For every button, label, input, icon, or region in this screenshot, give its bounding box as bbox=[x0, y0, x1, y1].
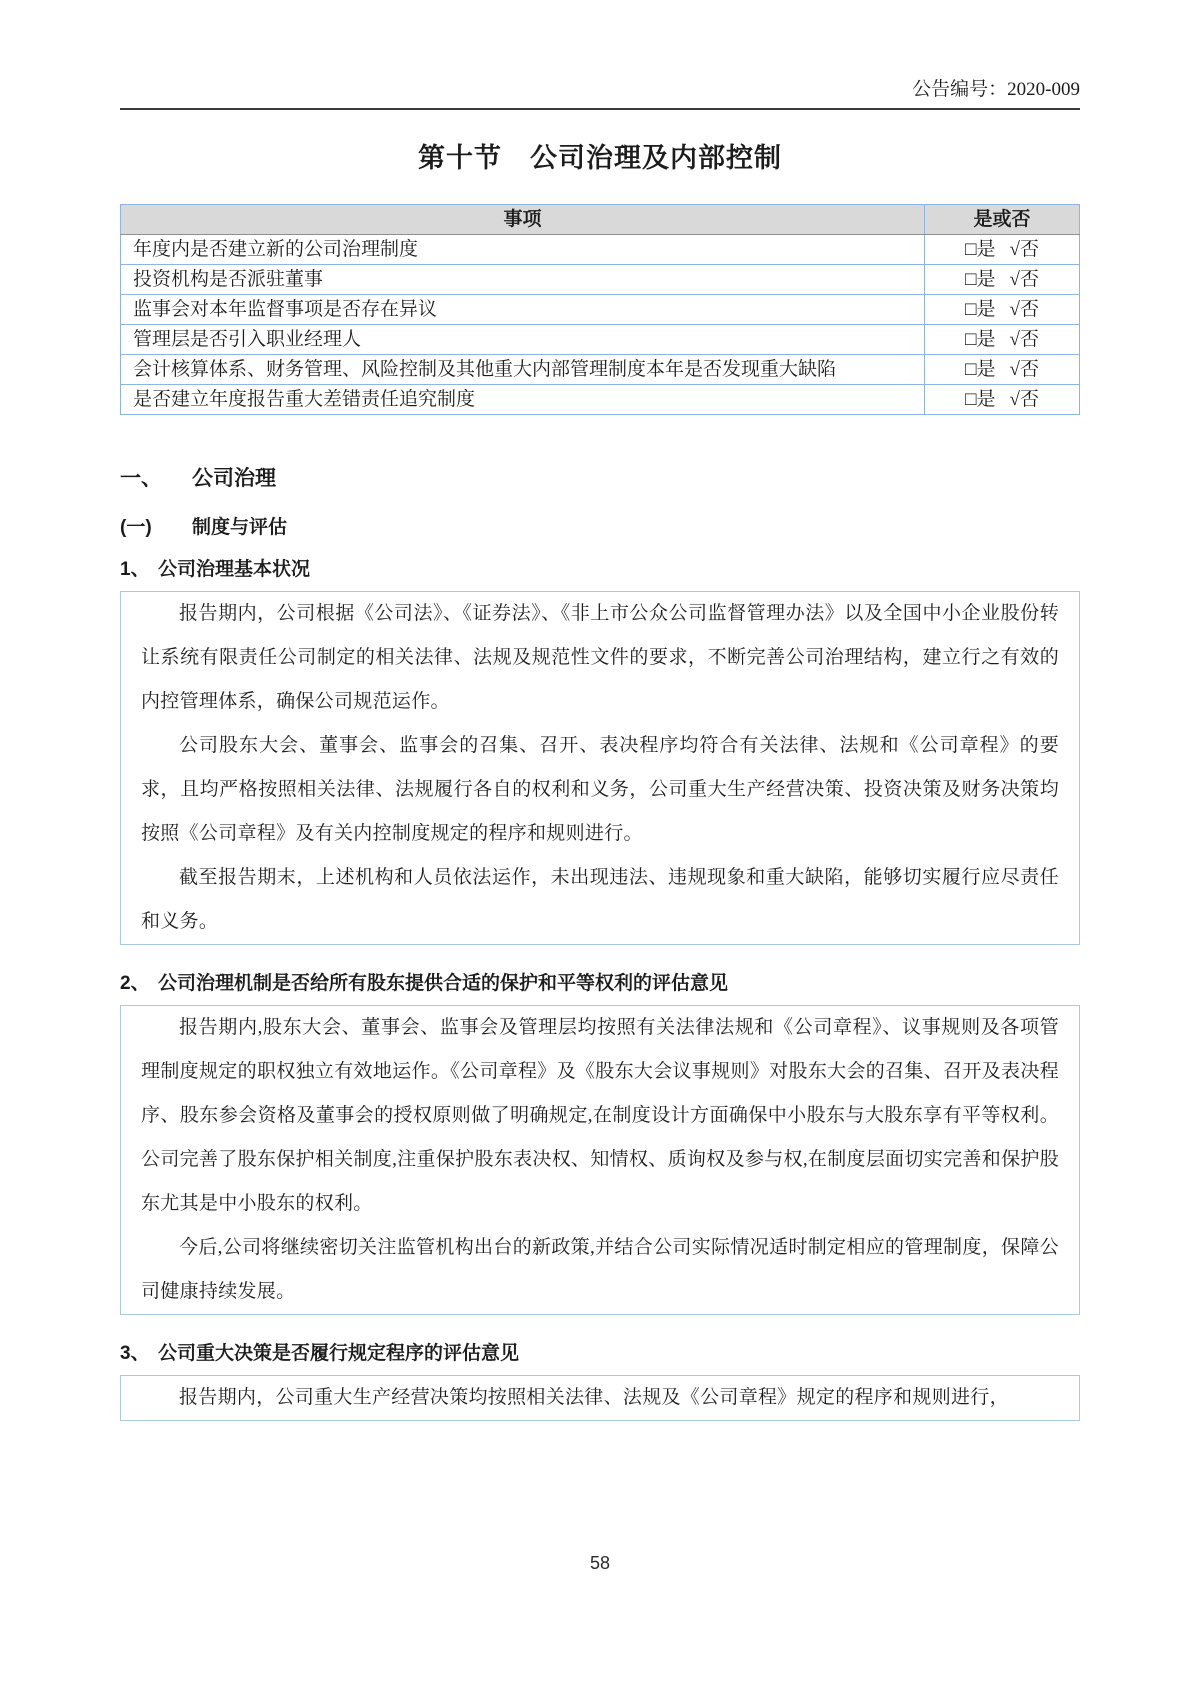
table-row bbox=[121, 265, 1080, 295]
paragraph: 报告期内，公司重大生产经营决策均按照相关法律、法规及《公司章程》规定的程序和规则进行， bbox=[179, 1387, 1009, 1408]
section-heading-governance bbox=[120, 465, 1080, 493]
paragraph: 报告期内，公司根据《公司法》、《证券法》、《非上市公众公司监督管理办法》以及全国中小企业股份转让系统有限责任公司制定的相关法律、法规及规范性文件的要求，不断完善公司治理结构，建立行之有效的内控管理体系，确保公司规范运作。 bbox=[141, 603, 1059, 712]
paragraph: 今后,公司将继续密切关注监管机构出台的新政策,并结合公司实际情况适时制定相应的管理制度，保障公司健康持续发展。 bbox=[141, 1237, 1059, 1302]
checkbox-yes: □是 bbox=[965, 299, 996, 320]
section-number: 一、 bbox=[120, 467, 162, 490]
item-cell: 年度内是否建立新的公司治理制度 bbox=[121, 235, 925, 265]
checkbox-yes: □是 bbox=[965, 239, 996, 260]
answer-cell bbox=[925, 265, 1080, 295]
checkmark-no: √否 bbox=[1009, 269, 1039, 290]
subsection-heading-system-eval bbox=[120, 515, 1080, 541]
item-number: 1、 bbox=[120, 559, 150, 580]
answer-cell bbox=[925, 355, 1080, 385]
item-cell: 是否建立年度报告重大差错责任追究制度 bbox=[121, 385, 925, 415]
checkbox-yes: □是 bbox=[965, 269, 996, 290]
page-title-text: 公司治理及内部控制 bbox=[530, 143, 782, 173]
answer-cell bbox=[925, 295, 1080, 325]
checkbox-yes: □是 bbox=[965, 359, 996, 380]
governance-checklist-table bbox=[120, 204, 1080, 415]
section-title: 公司治理 bbox=[192, 467, 276, 490]
text-box-item-2 bbox=[120, 1005, 1080, 1315]
table-row bbox=[121, 355, 1080, 385]
page-number: 58 bbox=[589, 1553, 611, 1573]
item-number: 3、 bbox=[120, 1343, 150, 1364]
table-row bbox=[121, 235, 1080, 265]
answer-cell bbox=[925, 235, 1080, 265]
paragraph: 截至报告期末，上述机构和人员依法运作，未出现违法、违规现象和重大缺陷，能够切实履行应尽责任和义务。 bbox=[141, 867, 1059, 932]
column-header-item: 事项 bbox=[121, 205, 925, 235]
checkbox-yes: □是 bbox=[965, 329, 996, 350]
text-box-item-1 bbox=[120, 591, 1080, 945]
table-header-row bbox=[121, 205, 1080, 235]
checkmark-no: √否 bbox=[1009, 299, 1039, 320]
checkmark-no: √否 bbox=[1009, 359, 1039, 380]
subsection-title: 制度与评估 bbox=[192, 517, 288, 538]
item-title: 公司治理基本状况 bbox=[158, 559, 311, 580]
item-title: 公司重大决策是否履行规定程序的评估意见 bbox=[158, 1343, 520, 1364]
table-row bbox=[121, 325, 1080, 355]
item-cell: 管理层是否引入职业经理人 bbox=[121, 325, 925, 355]
column-header-yesno: 是或否 bbox=[925, 205, 1080, 235]
item-cell: 投资机构是否派驻董事 bbox=[121, 265, 925, 295]
subsection-number: (一) bbox=[120, 517, 152, 538]
answer-cell bbox=[925, 385, 1080, 415]
item-heading-2 bbox=[120, 971, 1080, 997]
checkbox-yes: □是 bbox=[965, 389, 996, 410]
page-title bbox=[120, 140, 1080, 176]
checkmark-no: √否 bbox=[1009, 239, 1039, 260]
answer-cell bbox=[925, 325, 1080, 355]
table-row bbox=[121, 385, 1080, 415]
text-box-item-3 bbox=[120, 1375, 1080, 1421]
paragraph: 报告期内,股东大会、董事会、监事会及管理层均按照有关法律法规和《公司章程》、议事规则及各项管理制度规定的职权独立有效地运作。《公司章程》及《股东大会议事规则》对股东大会的召集、召开及表决程序、股东参会资格及董事会的授权原则做了明确规定,在制度设计方面确保中小股东与大股东享有平等权利。公司完善了股东保护相关制度,注重保护股东表决权、知情权、质询权及参与权,在制度层面切实完善和保护股东尤其是中小股东的权利。 bbox=[141, 1017, 1059, 1214]
page-title-section-num: 第十节 bbox=[418, 143, 502, 173]
item-cell: 会计核算体系、财务管理、风险控制及其他重大内部管理制度本年是否发现重大缺陷 bbox=[121, 355, 925, 385]
item-heading-1 bbox=[120, 557, 1080, 583]
item-number: 2、 bbox=[120, 973, 150, 994]
page-header bbox=[120, 78, 1080, 110]
paragraph: 公司股东大会、董事会、监事会的召集、召开、表决程序均符合有关法律、法规和《公司章程》的要求，且均严格按照相关法律、法规履行各自的权利和义务，公司重大生产经营决策、投资决策及财务决策均按照《公司章程》及有关内控制度规定的程序和规则进行。 bbox=[141, 735, 1059, 844]
item-title: 公司治理机制是否给所有股东提供合适的保护和平等权利的评估意见 bbox=[158, 973, 729, 994]
page-content bbox=[120, 78, 1080, 1421]
page-footer bbox=[0, 1553, 1200, 1574]
checkmark-no: √否 bbox=[1009, 389, 1039, 410]
doc-number: 公告编号：2020-009 bbox=[912, 79, 1080, 100]
checkmark-no: √否 bbox=[1009, 329, 1039, 350]
item-cell: 监事会对本年监督事项是否存在异议 bbox=[121, 295, 925, 325]
table-row bbox=[121, 295, 1080, 325]
item-heading-3 bbox=[120, 1341, 1080, 1367]
